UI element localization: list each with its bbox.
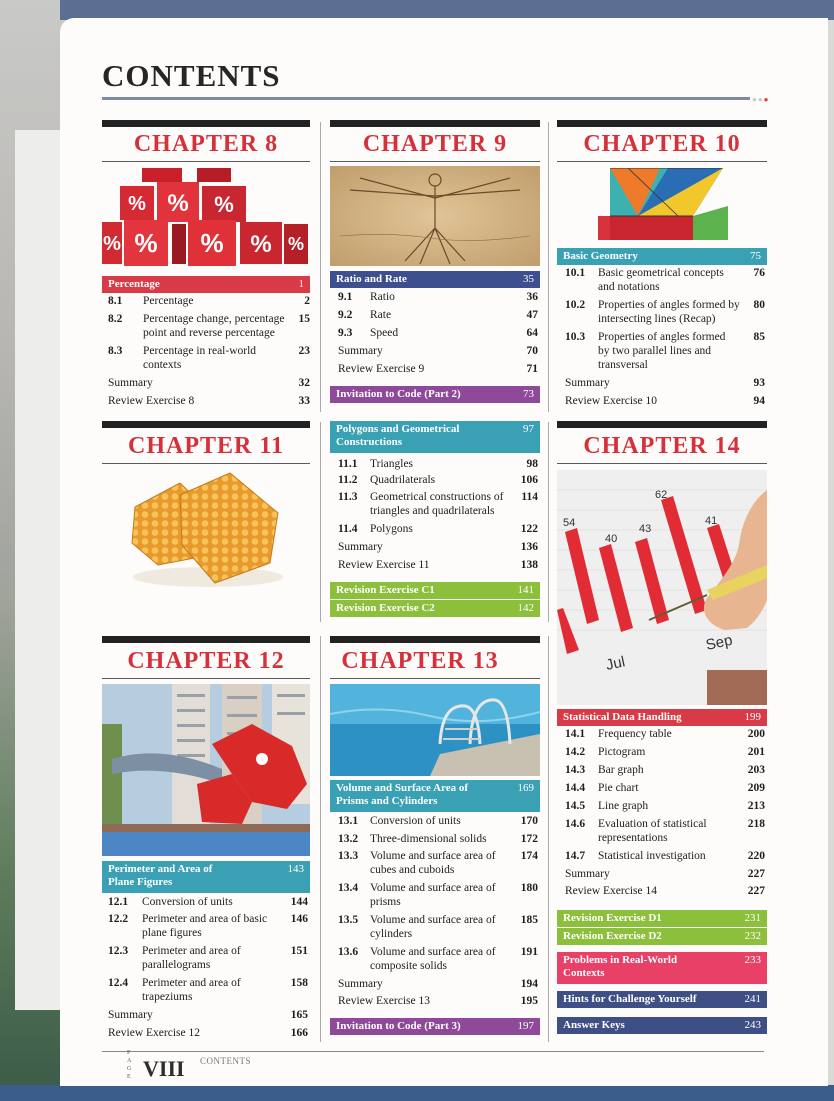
entry-text: Rate xyxy=(370,309,392,321)
chapter-13-header[interactable] xyxy=(330,780,540,812)
percent-cubes-image xyxy=(102,166,310,271)
entry-number: 13.5 xyxy=(338,914,359,926)
entry-page: 15 xyxy=(298,313,310,325)
chapter-10-bar xyxy=(557,120,767,127)
footer-letter: A xyxy=(127,1058,132,1064)
rule-dots: ●●● xyxy=(752,95,770,104)
entry-page: 106 xyxy=(520,474,538,486)
entry-number: 14.5 xyxy=(565,800,586,812)
background-bottom xyxy=(0,1085,834,1101)
review-page: 71 xyxy=(526,363,538,375)
chapter-8-rule xyxy=(102,161,310,162)
summary-label: Summary xyxy=(565,377,610,389)
chapter-14-header-page: 199 xyxy=(744,711,761,723)
toc-entry-14-2[interactable] xyxy=(565,745,765,759)
revision-page: 141 xyxy=(517,584,534,596)
entry-page: 180 xyxy=(520,882,538,894)
entry-page: 200 xyxy=(747,728,765,740)
entry-page: 209 xyxy=(747,782,765,794)
entry-number: 11.1 xyxy=(338,458,358,470)
chapter-14-header-label: Statistical Data Handling xyxy=(563,711,682,723)
entry-page: 80 xyxy=(753,299,765,311)
entry-text: Percentage change, percentage point and reverse percentage xyxy=(143,313,285,339)
revision-exercise-c1[interactable] xyxy=(330,582,540,599)
entry-page: 191 xyxy=(520,946,538,958)
toc-entry-12-1[interactable] xyxy=(108,895,308,909)
chapter-10-header-label: Basic Geometry xyxy=(563,250,638,262)
entry-number: 13.3 xyxy=(338,850,359,862)
toc-entry-14-4[interactable] xyxy=(565,781,765,795)
chapter-9-title: CHAPTER 9 xyxy=(362,131,508,157)
revision-label: Revision Exercise C2 xyxy=(336,602,435,614)
chapter-8-header-page: 1 xyxy=(298,278,304,290)
entry-page: 201 xyxy=(747,746,765,758)
toc-entry-14-3[interactable] xyxy=(565,763,765,777)
entry-text: Evaluation of statistical representations xyxy=(598,818,707,844)
chapter-10-title: CHAPTER 10 xyxy=(583,131,741,157)
toc-entry-14-5[interactable] xyxy=(565,799,765,813)
background-strip xyxy=(15,130,60,1010)
footer-rule xyxy=(102,1051,764,1052)
svg-text:%: % xyxy=(287,234,305,254)
entry-text: Bar graph xyxy=(598,764,644,776)
entry-text: Percentage xyxy=(143,295,194,307)
chapter-14-review[interactable] xyxy=(565,884,765,898)
chapter-14-header[interactable] xyxy=(557,709,767,726)
summary-page: 136 xyxy=(520,541,538,553)
toc-entry-9-1[interactable] xyxy=(338,290,538,304)
entry-text: Triangles xyxy=(370,458,414,470)
chapter-13-rule xyxy=(330,678,540,679)
svg-text:%: % xyxy=(103,233,121,255)
entry-text: Statistical investigation xyxy=(598,850,706,862)
svg-text:%: % xyxy=(134,228,158,258)
toc-entry-12-3[interactable] xyxy=(108,944,308,972)
chapter-11-review[interactable] xyxy=(338,558,538,572)
toc-entry-14-6[interactable] xyxy=(565,817,765,845)
problems-in-real-world-contexts[interactable] xyxy=(557,952,767,984)
entry-text: Basic geometrical concepts and notations xyxy=(598,267,724,293)
entry-page: 114 xyxy=(521,491,538,503)
entry-text: Geometrical constructions of triangles and quadrilaterals xyxy=(370,491,504,517)
summary-page: 32 xyxy=(298,377,310,389)
toc-entry-14-7[interactable] xyxy=(565,849,765,863)
toc-entry-10-1[interactable] xyxy=(565,266,765,294)
toc-entry-9-3[interactable] xyxy=(338,326,538,340)
answers-page: 243 xyxy=(744,1019,761,1031)
entry-number: 10.3 xyxy=(565,331,586,343)
chapter-8-header[interactable] xyxy=(102,276,310,293)
toc-entry-8-1[interactable] xyxy=(108,294,310,308)
chart-label-3: 62 xyxy=(655,489,668,501)
chapter-13-summary[interactable] xyxy=(338,977,538,991)
chapter-10-rule xyxy=(557,161,767,162)
chapter-8-summary[interactable] xyxy=(108,376,310,390)
revision-page: 231 xyxy=(744,912,761,924)
review-label: Review Exercise 13 xyxy=(338,995,430,1007)
summary-page: 194 xyxy=(520,978,538,990)
toc-entry-12-4[interactable] xyxy=(108,976,308,1004)
chapter-12-header-page: 143 xyxy=(287,863,304,875)
entry-text: Volume and surface area of cylinders xyxy=(370,914,496,940)
entry-number: 14.3 xyxy=(565,764,586,776)
summary-label: Summary xyxy=(108,377,153,389)
chapter-8-bar xyxy=(102,120,310,127)
entry-page: 76 xyxy=(753,267,765,279)
chapter-8-title: CHAPTER 8 xyxy=(133,131,279,157)
entry-page: 146 xyxy=(290,913,308,925)
column-divider xyxy=(320,422,321,622)
entry-text: Speed xyxy=(370,327,399,339)
entry-text: Percentage in real-world contexts xyxy=(143,345,257,371)
entry-number: 13.1 xyxy=(338,815,359,827)
entry-page: 2 xyxy=(304,295,310,307)
entry-number: 13.2 xyxy=(338,833,359,845)
review-label: Review Exercise 10 xyxy=(565,395,657,407)
entry-page: 203 xyxy=(747,764,765,776)
entry-text: Conversion of units xyxy=(370,815,461,827)
chapter-9-header-page: 35 xyxy=(523,273,534,285)
footer-page-number: VIII xyxy=(143,1056,185,1081)
revision-label: Revision Exercise C1 xyxy=(336,584,435,596)
toc-entry-13-5[interactable] xyxy=(338,913,538,941)
chart-label-0: 54 xyxy=(563,517,576,529)
entry-text: Properties of angles formed by two parallel lines and transversal xyxy=(598,331,726,371)
chapter-13-review[interactable] xyxy=(338,994,538,1008)
review-label: Review Exercise 9 xyxy=(338,363,425,375)
entry-number: 14.7 xyxy=(565,850,586,862)
entry-text: Perimeter and area of basic plane figures xyxy=(142,913,268,939)
entry-page: 122 xyxy=(520,523,538,535)
entry-number: 11.2 xyxy=(338,474,358,486)
review-label: Review Exercise 8 xyxy=(108,395,195,407)
chapter-9-header[interactable] xyxy=(330,271,540,288)
svg-text:%: % xyxy=(214,192,234,217)
background-top xyxy=(60,0,834,20)
entry-number: 11.3 xyxy=(338,491,358,503)
hints-for-challenge-yourself[interactable] xyxy=(557,991,767,1008)
entry-number: 14.6 xyxy=(565,818,586,830)
revision-label: Revision Exercise D1 xyxy=(563,912,662,924)
summary-page: 165 xyxy=(290,1009,308,1021)
swimming-pool-image xyxy=(330,684,540,776)
toc-entry-9-2[interactable] xyxy=(338,308,538,322)
entry-number: 14.2 xyxy=(565,746,586,758)
extra-label: Invitation to Code (Part 3) xyxy=(336,1020,461,1032)
review-page: 33 xyxy=(298,395,310,407)
chapter-14-rule xyxy=(557,463,767,464)
entry-number: 8.3 xyxy=(108,345,123,357)
entry-text: Frequency table xyxy=(598,728,672,740)
entry-number: 12.2 xyxy=(108,913,129,925)
revision-exercise-d2[interactable] xyxy=(557,928,767,945)
chapter-12-title: CHAPTER 12 xyxy=(127,648,285,674)
entry-number: 14.4 xyxy=(565,782,586,794)
entry-number: 11.4 xyxy=(338,523,358,535)
review-page: 94 xyxy=(753,395,765,407)
chapter-10-header-page: 75 xyxy=(750,250,761,262)
entry-text: Three-dimensional solids xyxy=(370,833,487,845)
toc-entry-8-2[interactable] xyxy=(108,312,310,340)
toc-entry-13-3[interactable] xyxy=(338,849,538,877)
review-label: Review Exercise 12 xyxy=(108,1027,200,1039)
entry-number: 8.1 xyxy=(108,295,123,307)
entry-page: 144 xyxy=(290,896,308,908)
chart-label-1: 40 xyxy=(605,533,618,545)
chapter-9-review[interactable] xyxy=(338,362,538,376)
entry-number: 13.6 xyxy=(338,946,359,958)
entry-text: Conversion of units xyxy=(142,896,233,908)
revision-exercise-d1[interactable] xyxy=(557,910,767,927)
summary-label: Summary xyxy=(338,345,383,357)
chapter-13-header-page: 169 xyxy=(517,782,534,794)
column-divider xyxy=(548,636,549,1042)
review-label: Review Exercise 14 xyxy=(565,885,657,897)
entry-number: 9.1 xyxy=(338,291,353,303)
toc-entry-13-2[interactable] xyxy=(338,832,538,846)
chapter-9-header-label: Ratio and Rate xyxy=(336,273,407,285)
svg-text:%: % xyxy=(128,193,146,215)
entry-number: 12.1 xyxy=(108,896,129,908)
revision-page: 232 xyxy=(744,930,761,942)
column-divider xyxy=(320,636,321,1042)
entry-page: 64 xyxy=(526,327,538,339)
footer-letter: G xyxy=(127,1066,132,1072)
chapter-11-header-label: Polygons and Geometrical Constructions xyxy=(336,423,460,448)
invitation-to-code-part-2[interactable] xyxy=(330,386,540,403)
chapter-14-title: CHAPTER 14 xyxy=(583,433,741,459)
summary-page: 227 xyxy=(747,868,765,880)
chapter-13-header-label: Volume and Surface Area of Prisms and Cylinders xyxy=(336,782,468,807)
entry-page: 218 xyxy=(747,818,765,830)
toc-entry-11-3[interactable] xyxy=(338,490,538,518)
entry-number: 8.2 xyxy=(108,313,123,325)
entry-text: Perimeter and area of parallelograms xyxy=(142,945,241,971)
toc-entry-14-1[interactable] xyxy=(565,727,765,741)
hints-page: 241 xyxy=(744,993,761,1005)
entry-page: 174 xyxy=(520,850,538,862)
svg-text:%: % xyxy=(250,231,272,258)
review-page: 227 xyxy=(747,885,765,897)
chapter-14-summary[interactable] xyxy=(565,867,765,881)
chart-label-2: 43 xyxy=(639,523,652,535)
chapter-14-bar xyxy=(557,421,767,428)
entry-text: Pictogram xyxy=(598,746,646,758)
dragon-playground-image xyxy=(102,684,310,856)
vitruvian-man-image xyxy=(330,166,540,266)
summary-label: Summary xyxy=(338,978,383,990)
entry-number: 14.1 xyxy=(565,728,586,740)
entry-text: Pie chart xyxy=(598,782,639,794)
chapter-12-rule xyxy=(102,678,310,679)
extra-label: Invitation to Code (Part 2) xyxy=(336,388,461,400)
entry-page: 85 xyxy=(753,331,765,343)
entry-page: 36 xyxy=(526,291,538,303)
chapter-12-bar xyxy=(102,636,310,643)
problems-page: 233 xyxy=(744,954,761,966)
summary-label: Summary xyxy=(338,541,383,553)
revision-label: Revision Exercise D2 xyxy=(563,930,662,942)
chapter-11-header-page: 97 xyxy=(523,423,534,435)
geometry-shapes-image xyxy=(598,168,728,244)
entry-page: 158 xyxy=(290,977,308,989)
svg-text:%: % xyxy=(200,228,224,258)
toc-entry-13-4[interactable] xyxy=(338,881,538,909)
entry-number: 9.3 xyxy=(338,327,353,339)
review-page: 195 xyxy=(520,995,538,1007)
entry-text: Line graph xyxy=(598,800,649,812)
entry-text: Perimeter and area of trapeziums xyxy=(142,977,241,1003)
chapter-11-title: CHAPTER 11 xyxy=(127,433,284,459)
summary-label: Summary xyxy=(565,868,610,880)
toc-entry-12-2[interactable] xyxy=(108,912,308,940)
entry-number: 10.1 xyxy=(565,267,586,279)
hints-label: Hints for Challenge Yourself xyxy=(563,993,697,1005)
chapter-10-summary[interactable] xyxy=(565,376,765,390)
revision-page: 142 xyxy=(517,602,534,614)
answers-label: Answer Keys xyxy=(563,1019,625,1031)
toc-entry-11-4[interactable] xyxy=(338,522,538,536)
bar-graph-image xyxy=(557,470,767,705)
footer-label: CONTENTS xyxy=(200,1056,251,1066)
chapter-13-title: CHAPTER 13 xyxy=(341,648,499,674)
column-divider xyxy=(320,122,321,412)
chapter-11-summary[interactable] xyxy=(338,540,538,554)
entry-text: Volume and surface area of cubes and cuboids xyxy=(370,850,496,876)
footer-letter: E xyxy=(127,1074,131,1080)
summary-label: Summary xyxy=(108,1009,153,1021)
review-page: 138 xyxy=(520,559,538,571)
revision-exercise-c2[interactable] xyxy=(330,600,540,617)
entry-number: 13.4 xyxy=(338,882,359,894)
chapter-9-summary[interactable] xyxy=(338,344,538,358)
review-label: Review Exercise 11 xyxy=(338,559,430,571)
entry-text: Volume and surface area of prisms xyxy=(370,882,496,908)
chapter-12-summary[interactable] xyxy=(108,1008,308,1022)
chapter-9-bar xyxy=(330,120,540,127)
entry-page: 213 xyxy=(747,800,765,812)
entry-number: 9.2 xyxy=(338,309,353,321)
entry-page: 170 xyxy=(520,815,538,827)
entry-text: Quadrilaterals xyxy=(370,474,436,486)
entry-text: Volume and surface area of composite solids xyxy=(370,946,496,972)
invitation-to-code-part-3[interactable] xyxy=(330,1018,540,1035)
answer-keys[interactable] xyxy=(557,1017,767,1034)
chart-month-0: Jul xyxy=(604,653,627,674)
toc-entry-10-2[interactable] xyxy=(565,298,765,326)
toc-entry-11-1[interactable] xyxy=(338,457,538,471)
page-title: CONTENTS xyxy=(102,58,281,93)
chapter-10-review[interactable] xyxy=(565,394,765,408)
svg-text:%: % xyxy=(167,190,189,217)
chart-month-1: Sep xyxy=(704,631,734,654)
chapter-12-header-label: Perimeter and Area of Plane Figures xyxy=(108,863,213,888)
entry-page: 220 xyxy=(747,850,765,862)
entry-page: 23 xyxy=(298,345,310,357)
chapter-11-bar xyxy=(102,421,310,428)
title-rule xyxy=(102,97,750,100)
chapter-11-rule xyxy=(102,463,310,464)
entry-text: Ratio xyxy=(370,291,395,303)
chapter-12-review[interactable] xyxy=(108,1026,308,1040)
extra-page: 197 xyxy=(517,1020,534,1032)
summary-page: 93 xyxy=(753,377,765,389)
chapter-11-header[interactable] xyxy=(330,421,540,453)
column-divider xyxy=(548,122,549,412)
entry-page: 185 xyxy=(520,914,538,926)
entry-page: 47 xyxy=(526,309,538,321)
toc-entry-10-3[interactable] xyxy=(565,330,765,372)
toc-entry-13-6[interactable] xyxy=(338,945,538,973)
summary-page: 70 xyxy=(526,345,538,357)
chart-label-4: 41 xyxy=(705,515,718,527)
entry-number: 10.2 xyxy=(565,299,586,311)
toc-entry-8-3[interactable] xyxy=(108,344,310,372)
honeycomb-image xyxy=(120,465,295,595)
footer-page-letters xyxy=(127,1049,133,1081)
footer-letter: P xyxy=(127,1050,131,1056)
chapter-8-review[interactable] xyxy=(108,394,310,408)
column-divider xyxy=(548,422,549,622)
entry-number: 12.3 xyxy=(108,945,129,957)
review-page: 166 xyxy=(290,1027,308,1039)
entry-text: Polygons xyxy=(370,523,413,535)
entry-number: 12.4 xyxy=(108,977,129,989)
entry-page: 151 xyxy=(290,945,308,957)
entry-text: Properties of angles formed by intersecting lines (Recap) xyxy=(598,299,740,325)
chapter-8-header-label: Percentage xyxy=(108,278,160,290)
toc-entry-13-1[interactable] xyxy=(338,814,538,828)
chapter-10-header[interactable] xyxy=(557,248,767,265)
chapter-12-header[interactable] xyxy=(102,861,310,893)
problems-label: Problems in Real-World Contexts xyxy=(563,954,678,979)
chapter-13-bar xyxy=(330,636,540,643)
entry-page: 98 xyxy=(526,458,538,470)
extra-page: 73 xyxy=(523,388,534,400)
chapter-9-rule xyxy=(330,161,540,162)
toc-entry-11-2[interactable] xyxy=(338,473,538,487)
entry-page: 172 xyxy=(520,833,538,845)
